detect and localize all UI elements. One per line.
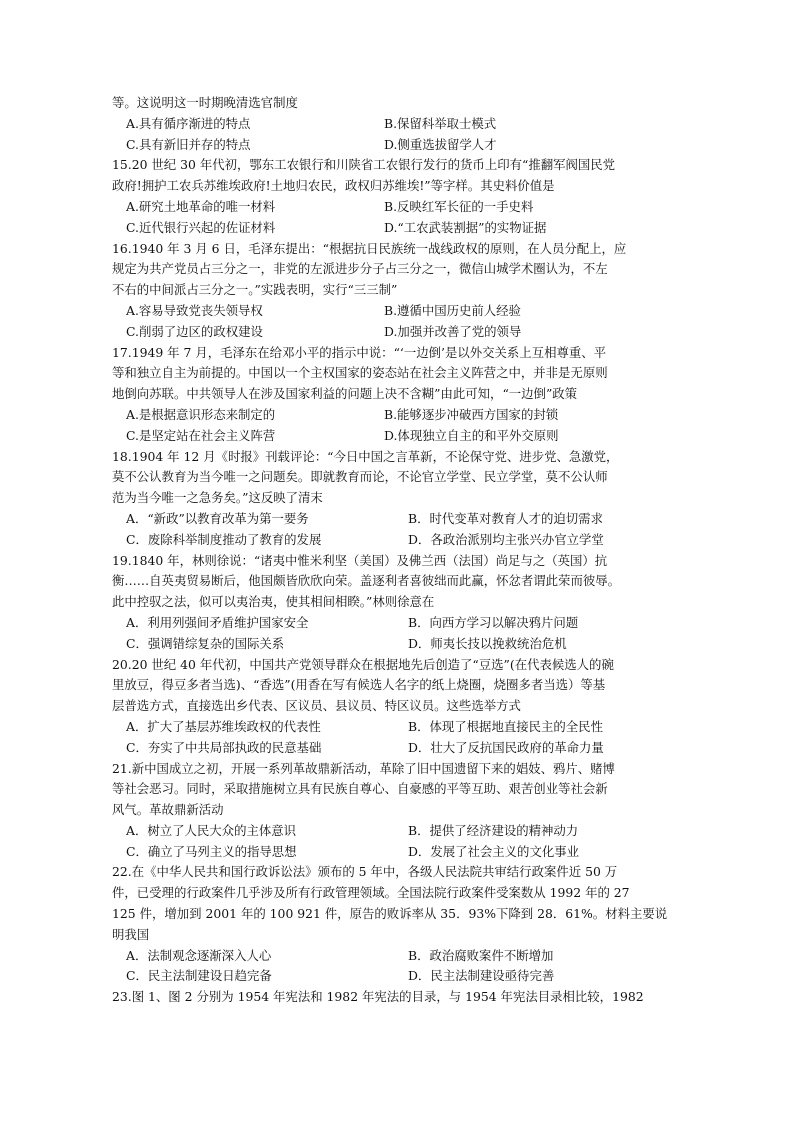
- answer-option: C．强调错综复杂的国际关系: [126, 635, 285, 651]
- option-row: [112, 966, 692, 987]
- answer-option: D．各政治派别均主张兴办官立学堂: [408, 531, 604, 547]
- answer-option: A．“新政”以教育改革为第一要务: [126, 510, 309, 526]
- answer-option: D.体现独立自主的和平外交原则: [384, 427, 559, 443]
- option-row: [112, 218, 692, 239]
- question-text-line: 等社会恶习。同时，采取措施树立具有民族自尊心、自豪感的平等互助、艰苦创业等社会新: [112, 781, 608, 797]
- option-row: [112, 322, 692, 343]
- answer-option: C.是坚定站在社会主义阵营: [126, 427, 276, 443]
- answer-option: B.遵循中国历史前人经验: [384, 302, 521, 318]
- answer-option: B．政治腐败案件不断增加: [408, 947, 554, 963]
- question-text-line: 等和独立自主为前提的。中国以一个主权国家的姿态站在社会主义阵营之中，并非是无原则: [112, 365, 608, 381]
- answer-option: B．向西方学习以解决鸦片问题: [408, 614, 579, 630]
- answer-option: C．确立了马列主义的指导思想: [126, 843, 297, 859]
- option-row: [112, 613, 692, 634]
- answer-option: C.近代银行兴起的佐证材料: [126, 219, 276, 235]
- answer-option: C.削弱了边区的政权建设: [126, 323, 263, 339]
- question-text-line: 层普选方式，直接选出乡代表、区议员、县议员、特区议员。这些选举方式: [112, 698, 521, 714]
- option-row: [112, 426, 692, 447]
- question-text-line: 18.1904 年 12 月《时报》刊载评论：“今日中国之言革新，不论保守党、进步党、急激党，: [112, 448, 619, 464]
- question-text-line: 23.图 1、图 2 分别为 1954 年宪法和 1982 年宪法的目录，与 1954 年宪法目录相比较，1982: [112, 989, 644, 1005]
- option-row: [112, 821, 692, 842]
- question-text-line: 衡……自英夷贸易断后，他国颇皆欣欣向荣。盖逐利者喜彼绌而此赢，怀忿者谓此荣而彼辱。: [112, 573, 621, 589]
- question-text-line: 19.1840 年，林则徐说：“诸夷中惟米利坚（美国）及佛兰西（法国）尚足与之（英国）抗: [112, 552, 608, 568]
- option-row: [112, 405, 692, 426]
- option-row: [112, 301, 692, 322]
- answer-option: A．树立了人民大众的主体意识: [126, 822, 297, 838]
- answer-option: A．扩大了基层苏维埃政权的代表性: [126, 718, 321, 734]
- option-row: [112, 717, 692, 738]
- question-text-line: 16.1940 年 3 月 6 日，毛泽东提出：“根据抗日民族统一战线政权的原则，在人员分配上，应: [112, 240, 627, 256]
- answer-option: B．提供了经济建设的精神动力: [408, 822, 579, 838]
- option-row: [112, 738, 692, 759]
- answer-option: A.研究土地革命的唯一材料: [126, 198, 276, 214]
- question-text-line: 规定为共产党员占三分之一，非党的左派进步分子占三分之一，微信山城学术圈认为，不左: [112, 261, 608, 277]
- question-text-line: 件，已受理的行政案件几乎涉及所有行政管理领域。全国法院行政案件受案数从 1992 年的 27: [112, 885, 630, 901]
- answer-option: A.具有循序渐进的特点: [126, 115, 251, 131]
- option-row: [112, 946, 692, 967]
- option-row: [112, 842, 692, 863]
- answer-option: D．师夷长技以挽救统治危机: [408, 635, 567, 651]
- question-text-line: 20.20 世纪 40 年代初，中国共产党领导群众在根据地先后创造了“豆选”(在代表候选人的碗: [112, 656, 614, 672]
- option-row: [112, 197, 692, 218]
- answer-option: B.保留科举取士模式: [384, 115, 497, 131]
- answer-option: A.容易导致党丧失领导权: [126, 302, 263, 318]
- answer-option: D．民主法制建设亟待完善: [408, 968, 555, 984]
- question-text-line: 地倒向苏联。中共领导人在涉及国家利益的问题上决不含糊”由此可知，“一边倒”政策: [112, 386, 578, 402]
- answer-option: D．壮大了反抗国民政府的革命力量: [408, 739, 604, 755]
- question-text-line: 风气。革故鼎新活动: [112, 802, 224, 818]
- answer-option: A.是根据意识形态来制定的: [126, 406, 276, 422]
- answer-option: C．废除科举制度推动了教育的发展: [126, 531, 322, 547]
- question-text-line: 125 件，增加到 2001 年的 100 921 件，原告的败诉率从 35．93%下降到 28．61%。材料主要说: [112, 906, 668, 922]
- answer-option: A．法制观念逐渐深入人心: [126, 947, 272, 963]
- exam-page: [112, 93, 692, 1008]
- question-text-line: 范为当今唯一之急务矣。”这反映了清末: [112, 490, 323, 506]
- question-text-line: 明我国: [112, 926, 150, 942]
- answer-option: A．利用列强间矛盾维护国家安全: [126, 614, 309, 630]
- answer-option: B.能够逐步冲破西方国家的封锁: [384, 406, 559, 422]
- answer-option: D.“工农武装割据”的实物证据: [384, 219, 547, 235]
- answer-option: C．民主法制建设日趋完备: [126, 968, 272, 984]
- answer-option: C.具有新旧并存的特点: [126, 136, 251, 152]
- question-text-line: 莫不公认教育为当今唯一之问题矣。即就教育而论，不论官立学堂、民立学堂，莫不公认师: [112, 469, 608, 485]
- question-text-line: 21.新中国成立之初，开展一系列革故鼎新活动，革除了旧中国遗留下来的娼妓、鸦片、赌博: [112, 760, 615, 776]
- question-text-line: 里放豆，得豆多者当选)、“香选”(用香在写有候选人名字的纸上烧圈，烧圈多者当选）等基: [112, 677, 606, 693]
- answer-option: D.侧重选拔留学人才: [384, 136, 497, 152]
- option-row: [112, 530, 692, 551]
- answer-option: B．体现了根据地直接民主的全民性: [408, 718, 603, 734]
- answer-option: B.反映红军长征的一手史料: [384, 198, 534, 214]
- option-row: [112, 135, 692, 156]
- question-text-line: 22.在《中华人民共和国行政诉讼法》颁布的 5 年中，各级人民法院共审结行政案件近 50 万: [112, 864, 618, 880]
- question-text-line: 此中控驭之法，似可以夷治夷，使其相间相睽。”林则徐意在: [112, 594, 435, 610]
- answer-option: B．时代变革对教育人才的迫切需求: [408, 510, 603, 526]
- question-text-line: 等。这说明这一时期晚清选官制度: [112, 95, 298, 110]
- option-row: [112, 509, 692, 530]
- option-row: [112, 634, 692, 655]
- question-text-line: 15.20 世纪 30 年代初，鄂东工农银行和川陕省工农银行发行的货币上印有“推翻军阀国民党: [112, 157, 616, 173]
- answer-option: C．夯实了中共局部执政的民意基础: [126, 739, 322, 755]
- question-text-line: 政府!拥护工农兵苏维埃政府!土地归农民，政权归苏维埃!”等字样。其史料价值是: [112, 178, 555, 194]
- option-row: [112, 114, 692, 135]
- answer-option: D.加强并改善了党的领导: [384, 323, 522, 339]
- question-text-line: 17.1949 年 7 月，毛泽东在给邓小平的指示中说：“‘一边倒’是以外交关系上互相尊重、平: [112, 344, 607, 360]
- question-text-line: 不右的中间派占三分之一。”实践表明，实行“三三制”: [112, 282, 398, 298]
- answer-option: D．发展了社会主义的文化事业: [408, 843, 580, 859]
